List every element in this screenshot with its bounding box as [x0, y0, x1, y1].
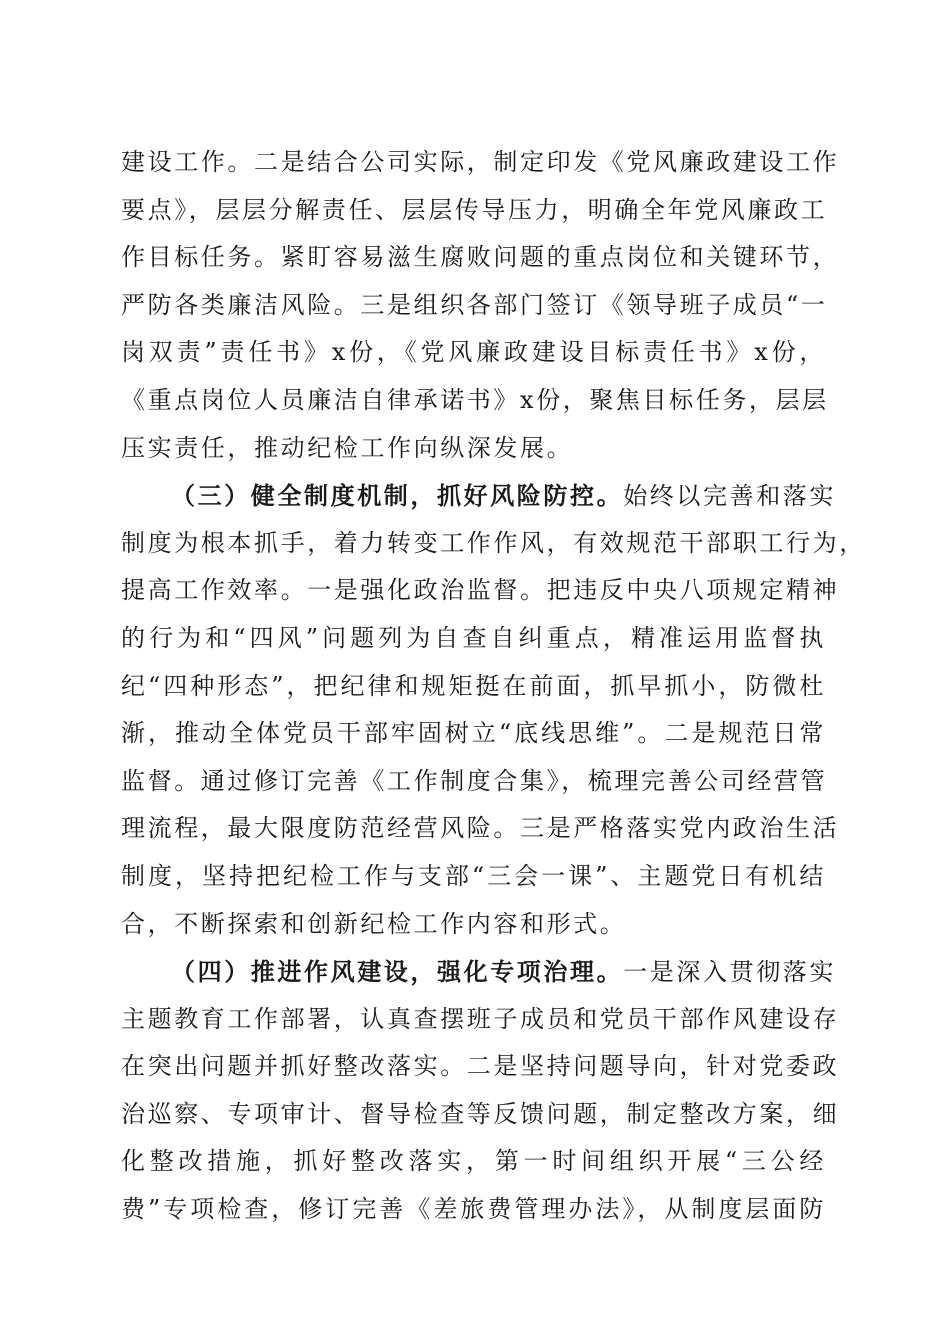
section-four-first-line — [121, 948, 837, 996]
section-three-intro: 始终以完善和落实 — [623, 482, 837, 511]
text-line: 制度，坚持把纪检工作与支部“三会一课”、主题党日有机结 — [121, 861, 826, 890]
text-line: 岗双责”责任书》x份，《党风廉政建设目标责任书》x份， — [121, 338, 826, 367]
text-line: 作目标任务。紧盯容易滋生腐败问题的重点岗位和关键环节， — [121, 243, 840, 272]
document-body — [121, 139, 866, 1234]
text-line: 制度为根本抓手，着力转变工作作风，有效规范干部职工行为， — [121, 528, 866, 557]
text-line: 要点》，层层分解责任、层层传导压力，明确全年党风廉政工 — [121, 195, 828, 224]
text-line: 监督。通过修订完善《工作制度合集》，梳理完善公司经营管 — [121, 766, 828, 795]
text-line: 纪“四种形态”，把纪律和规矩挺在前面，抓早抓小，防微杜 — [121, 671, 826, 700]
text-line: 治巡察、专项审计、督导检查等反馈问题，制定整改方案，细 — [121, 1099, 840, 1128]
text-line: 在突出问题并抓好整改落实。二是坚持问题导向，针对党委政 — [121, 1052, 840, 1081]
section-four-intro: 一是深入贯彻落实 — [623, 958, 837, 987]
text-line: 主题教育工作部署，认真查摆班子成员和党员干部作风建设存 — [121, 1004, 840, 1033]
text-line-last: 合，不断探索和创新纪检工作内容和形式。 — [121, 909, 627, 938]
text-line: 渐，推动全体党员干部牢固树立“底线思维”。二是规范日常 — [121, 719, 826, 748]
text-line: 严防各类廉洁风险。三是组织各部门签订《领导班子成员“一 — [121, 290, 828, 319]
text-line: 建设工作。二是结合公司实际，制定印发《党风廉政建设工作 — [121, 148, 840, 176]
text-line: 理流程，最大限度防范经营风险。三是严格落实党内政治生活 — [121, 814, 840, 843]
section-three-first-line — [121, 472, 837, 520]
text-line: 化整改措施，抓好整改落实，第一时间组织开展“三公经 — [121, 1147, 826, 1176]
text-line: 提高工作效率。一是强化政治监督。把违反中央八项规定精神 — [121, 576, 840, 605]
paragraph-section-four — [121, 948, 840, 1234]
section-three-heading: （三）健全制度机制，抓好风险防控。 — [171, 481, 624, 511]
section-four-heading: （四）推进作风建设，强化专项治理。 — [171, 957, 624, 987]
text-line: 《重点岗位人员廉洁自律承诺书》x份，聚焦目标任务，层层 — [121, 385, 829, 414]
paragraph-duty-responsibility — [121, 139, 840, 472]
text-line: 的行为和“四风”问题列为自查自纠重点，精准运用监督执 — [121, 623, 826, 652]
paragraph-section-three — [121, 472, 866, 948]
text-line-last: 压实责任，推动纪检工作向纵深发展。 — [121, 433, 574, 462]
text-line: 费”专项检查，修订完善《差旅费管理办法》，从制度层面防 — [121, 1195, 826, 1224]
